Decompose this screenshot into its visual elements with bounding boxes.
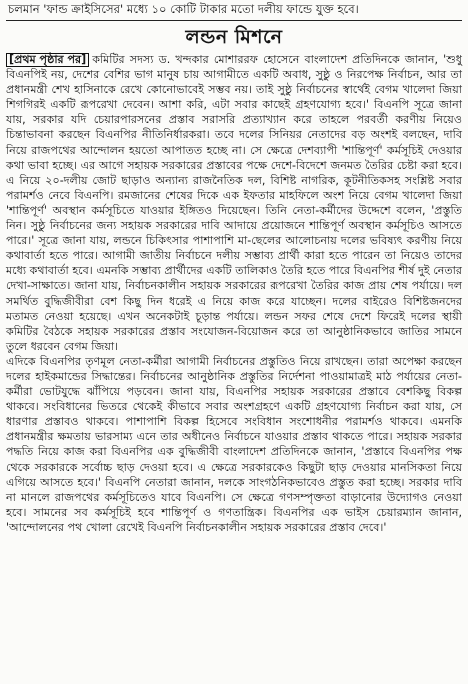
carryover-line: চলমান 'ফান্ড ক্রাইসিসের' মধ্যে ১০ কোটি টাকার মতো দলীয় ফান্ডে যুক্ত হবে। [8, 2, 359, 16]
headline: লন্ডন মিশনে [185, 26, 283, 48]
continued-tag: [প্রথম পৃষ্ঠার পর] [6, 53, 89, 67]
paragraph-1 [6, 52, 462, 354]
paragraph-1-text: কমিটির সদস্য ড. খন্দকার মোশাররফ হোসেনে বাংলাদেশ প্রতিদিনকে জানান, 'শুধু বিএনপিই নয়, দেশের বেশির ভাগ মানুষ চায় আগামীতে একটি অবাধ, সুষ্ঠু ও নিরপেক্ষ নির্বাচন, আর তা প্রধানমন্ত্রী শেখ হাসিনাকে রেখে কোনোভাবেই সম্ভব নয়। তাই সুষ্ঠু নির্বাচনের স্বার্থেই বেগম খালেদা জিয়া শিগগিরই একটি রূপরেখা দেবেন। আশা করি, এটা সবার কাছেই গ্রহণযোগ্য হবে।' বিএনপি সূত্রে জানা যায়, সরকার যদি চেয়ারপারসনের প্রস্তাব সরাসরি প্রত্যাখ্যান করে তাহলে পরবর্তী করণীয় নিয়েও চিন্তাভাবনা করছেন বিএনপির নীতিনির্ধারকরা। তবে দলের সিনিয়র নেতাদের বড় অংশই বলছেন, দাবি নিয়ে রাজপথের আন্দোলন হয়তো আপাতত হচ্ছে না। সে ক্ষেত্রে দেশব্যাপী 'শান্তিপূর্ণ' কর্মসূচিই দেওয়ার কথা ভাবা হচ্ছে। এর আগে সহায়ক সরকারের প্রস্তাবের পক্ষে দেশে-বিদেশে জনমত তৈরির চেষ্টা করা হবে। এ নিয়ে ২০-দলীয় জোট ছাড়াও অন্যান্য রাজনৈতিক দল, বিশিষ্ট নাগরিক, কূটনীতিকসহ সংশ্লিষ্ট সবার পরামর্শও নেবে বিএনপি। রমজানের শেষের দিকে এক ইফতার মাহফিলে অংশ নিয়ে বেগম খালেদা জিয়া 'শান্তিপূর্ণ' অবস্থান কর্মসূচিতে যাওয়ার ইঙ্গিতও দিয়েছেন। তিনি নেতা-কর্মীদের উদ্দেশে বলেন, 'প্রস্তুতি নিন। সুষ্ঠু নির্বাচনের জন্য সহায়ক সরকারের দাবি আদায়ে প্রয়োজনে শান্তিপূর্ণ অবস্থান কর্মসূচিও আসতে পারে।' সূত্রে জানা যায়, লন্ডনে চিকিৎসার পাশাপাশি মা-ছেলের আলোচনায় দলের ভবিষ্যৎ করণীয় নিয়ে কথাবার্তা হতে পারে। আগামী জাতীয় নির্বাচনে দলীয় সম্ভাব্য প্রার্থী কারা হতে পারেন তা নিয়েও তাদের মধ্যে কথাবার্তা হবে। এমনকি সম্ভাব্য প্রার্থীদের একটি তালিকাও তৈরি হতে পারে বিএনপির শীর্ষ দুই নেতার দেখা-সাক্ষাতে। জানা যায়, নির্বাচনকালীন সহায়ক সরকারের রূপরেখা তৈরির কাজ প্রায় শেষ পর্যায়ে। দল সমর্থিত বুদ্ধিজীবীরা বেশ কিছু দিন ধরেই এ নিয়ে কাজ করে যাচ্ছেন। দলের বাইরেও বিশিষ্টজনদের মতামত নেওয়া হয়েছে। এখন অনেকটাই চূড়ান্ত পর্যায়ে। লন্ডন সফর শেষে দেশে ফিরেই দলের স্থায়ী কমিটির বৈঠকে সহায়ক সরকারের প্রস্তাব সংযোজন-বিয়োজন করে তা আনুষ্ঠানিকভাবে জাতির সামনে তুলে ধরবেন বেগম জিয়া। [6, 53, 462, 353]
paragraph-2: এদিকে বিএনপির তৃণমূল নেতা-কর্মীরা আগামী নির্বাচনের প্রস্তুতিও নিয়ে রাখছেন। তারা অপেক্ষা করছেন দলের হাইকমান্ডের সিদ্ধান্তের। নির্বাচনের আনুষ্ঠানিক প্রস্তুতির নির্দেশনা পাওয়ামাত্রই মাঠ পর্যায়ের নেতা-কর্মীরা ভোটযুদ্ধে ঝাঁপিয়ে পড়বেন। জানা যায়, বিএনপির সহায়ক সরকারের প্রস্তাবে বেশকিছু বিকল্প থাকবে। সংবিধানের ভিতরে থেকেই কীভাবে সবার অংশগ্রহণে একটি গ্রহণযোগ্য নির্বাচন করা যায়, সে ধারণার প্রস্তাবও থাকবে। পাশাপাশি বিকল্প হিসেবে সংবিধান সংশোধনীর পরামর্শও থাকবে। এমনকি প্রধানমন্ত্রীর ক্ষমতায় ভারসাম্য এনে তার অধীনেও নির্বাচনে যাওয়ার প্রস্তাব থাকতে পারে। সহায়ক সরকার পদ্ধতি নিয়ে কাজ করা বিএনপির এক বুদ্ধিজীবী বাংলাদেশ প্রতিদিনকে জানান, 'প্রস্তাবে বিএনপির পক্ষ থেকে সরকারকে সর্বোচ্চ ছাড় দেওয়া হবে। এ ক্ষেত্রে সরকারকেও কিছুটা ছাড় দেওয়ার মানসিকতা নিয়ে এগিয়ে আসতে হবে।' বিএনপি নেতারা জানান, দলকে সাংগঠনিকভাবেও প্রস্তুত করা হচ্ছে। সরকার দাবি না মানলে রাজপথের কর্মসূচিতেও যাবে বিএনপি। সে ক্ষেত্রে গণসম্পৃক্ততা বাড়ানোর উদ্যোগও নেওয়া হবে। সামনের সব কর্মসূচিই হবে শান্তিপূর্ণ ও গণতান্ত্রিক। বিএনপির এক ভাইস চেয়ারম্যান জানান, 'আন্দোলনের পথ খোলা রেখেই বিএনপি নির্বাচনকালীন সহায়ক সরকারের প্রস্তাব দেবে।' [6, 354, 462, 534]
divider [6, 20, 462, 21]
article-body [6, 52, 462, 535]
